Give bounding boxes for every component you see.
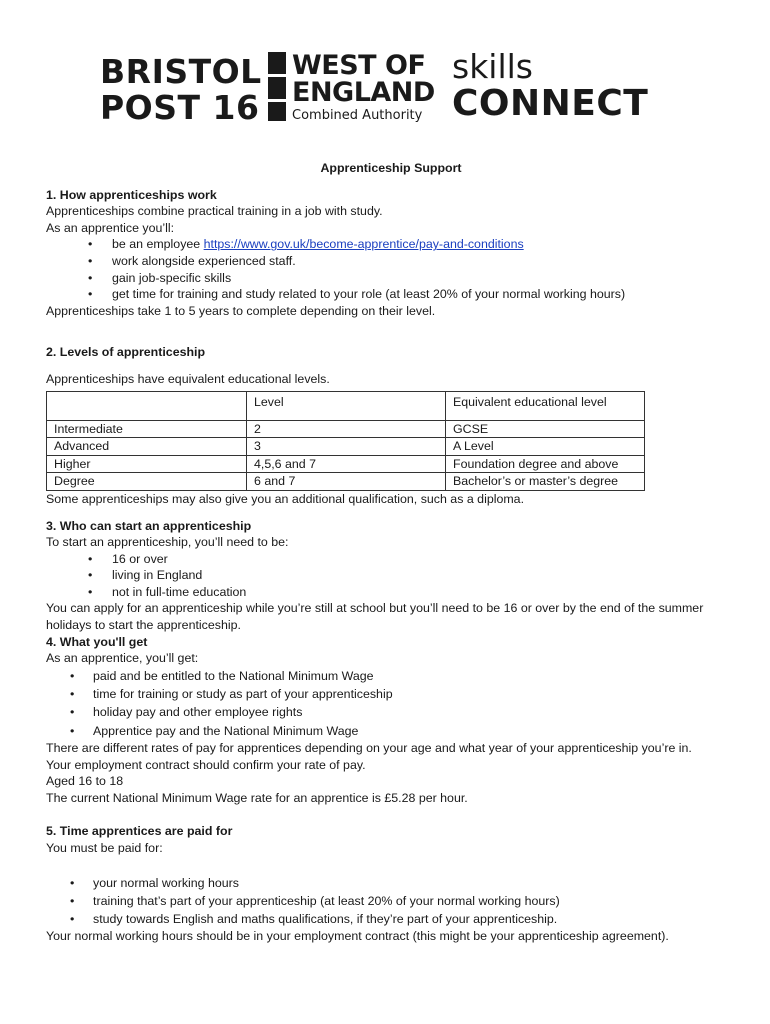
table-cell: A Level [446, 438, 645, 456]
bullet-list [46, 551, 736, 601]
list-item-text: be an employee [112, 237, 204, 252]
paragraph: Your normal working hours should be in your employment contract (this might be your apprenticeship agreement). [46, 929, 669, 944]
logo-line: BRISTOL [100, 52, 262, 91]
bullet-list [46, 236, 736, 302]
list-item: • get time for training and study related to your role (at least 20% of your normal working hours) [46, 286, 736, 303]
list-item: • Apprentice pay and the National Minimum Wage [46, 722, 736, 740]
paragraph: To start an apprenticeship, you’ll need to be: [46, 535, 289, 550]
section-heading: 3. Who can start an apprenticeship [46, 518, 252, 533]
paragraph: Your employment contract should confirm your rate of pay. [46, 757, 366, 772]
table-cell: 6 and 7 [247, 473, 446, 491]
logo-subtitle: Combined Authority [292, 108, 423, 123]
table-cell: 3 [247, 438, 446, 456]
logo-line: WEST OF [292, 50, 426, 81]
list-item: • training that’s part of your apprenticeship (at least 20% of your normal working hours) [46, 892, 736, 910]
levels-table [46, 391, 645, 491]
list-item: • work alongside experienced staff. [46, 253, 736, 270]
logo-line: ENGLAND [292, 77, 435, 108]
list-item: • your normal working hours [46, 874, 736, 892]
paragraph: As an apprentice you’ll: [46, 220, 175, 235]
table-row [47, 438, 645, 456]
list-item: • 16 or over [46, 551, 736, 568]
document-body [46, 160, 736, 945]
skills-connect-logo [452, 47, 649, 124]
list-item: • study towards English and maths qualifications, if they’re part of your apprenticeship. [46, 910, 736, 928]
section-heading: 4. What you'll get [46, 634, 148, 649]
table-header-cell [47, 391, 247, 420]
bullet-list [46, 874, 736, 929]
table-cell: Foundation degree and above [446, 455, 645, 473]
bristol-post16-logo [100, 54, 262, 126]
table-cell: Advanced [47, 438, 247, 456]
section-heading: 5. Time apprentices are paid for [46, 824, 233, 839]
paragraph: You can apply for an apprenticeship while you’re still at school but you’ll need to be 16 or over by the end of the summer holidays to start the apprenticeship. [46, 601, 704, 633]
table-cell: 2 [247, 420, 446, 438]
table-row [47, 455, 645, 473]
list-item: • time for training or study as part of your apprenticeship [46, 685, 736, 703]
list-item: • paid and be entitled to the National Minimum Wage [46, 667, 736, 685]
section-heading: 2. Levels of apprenticeship [46, 345, 206, 360]
list-item: • gain job-specific skills [46, 270, 736, 287]
table-cell: Higher [47, 455, 247, 473]
logo-line: POST 16 [100, 88, 260, 127]
paragraph: You must be paid for: [46, 841, 163, 855]
table-row [47, 473, 645, 491]
table-cell: Bachelor’s or master’s degree [446, 473, 645, 491]
table-header-cell: Level [247, 391, 446, 420]
paragraph: Aged 16 to 18 [46, 774, 124, 789]
page-title: Apprenticeship Support [320, 161, 462, 175]
paragraph: As an apprentice, you’ll get: [46, 651, 199, 666]
paragraph: Some apprenticeships may also give you an additional qualification, such as a diploma. [46, 491, 525, 506]
list-item: • holiday pay and other employee rights [46, 703, 736, 721]
paragraph: Apprenticeships combine practical training in a job with study. [46, 204, 383, 219]
paragraph: The current National Minimum Wage rate for an apprentice is £5.28 per hour. [46, 790, 468, 805]
list-item: • living in England [46, 567, 736, 584]
paragraph: Apprenticeships have equivalent educational levels. [46, 371, 330, 386]
west-of-england-logo [268, 52, 435, 124]
section-heading: 1. How apprenticeships work [46, 187, 217, 202]
list-item: • not in full-time education [46, 584, 736, 601]
table-row [47, 420, 645, 438]
table-cell: 4,5,6 and 7 [247, 455, 446, 473]
list-item [46, 236, 736, 253]
woe-bars-icon [268, 52, 286, 124]
bullet-list [46, 667, 736, 740]
table-cell: Intermediate [47, 420, 247, 438]
table-header-cell: Equivalent educational level [446, 391, 645, 420]
table-cell: Degree [47, 473, 247, 491]
conditions-link[interactable]: https://www.gov.uk/become-apprentice/pay-and-conditions [203, 237, 524, 252]
logo-line: CONNECT [452, 83, 649, 124]
table-header-row [47, 391, 645, 420]
paragraph: Apprenticeships take 1 to 5 years to complete depending on their level. [46, 303, 436, 318]
logo-line: skills [452, 47, 534, 86]
table-cell: GCSE [446, 420, 645, 438]
paragraph: There are different rates of pay for apprentices depending on your age and what year of your apprenticeship you’re in. [46, 741, 692, 756]
